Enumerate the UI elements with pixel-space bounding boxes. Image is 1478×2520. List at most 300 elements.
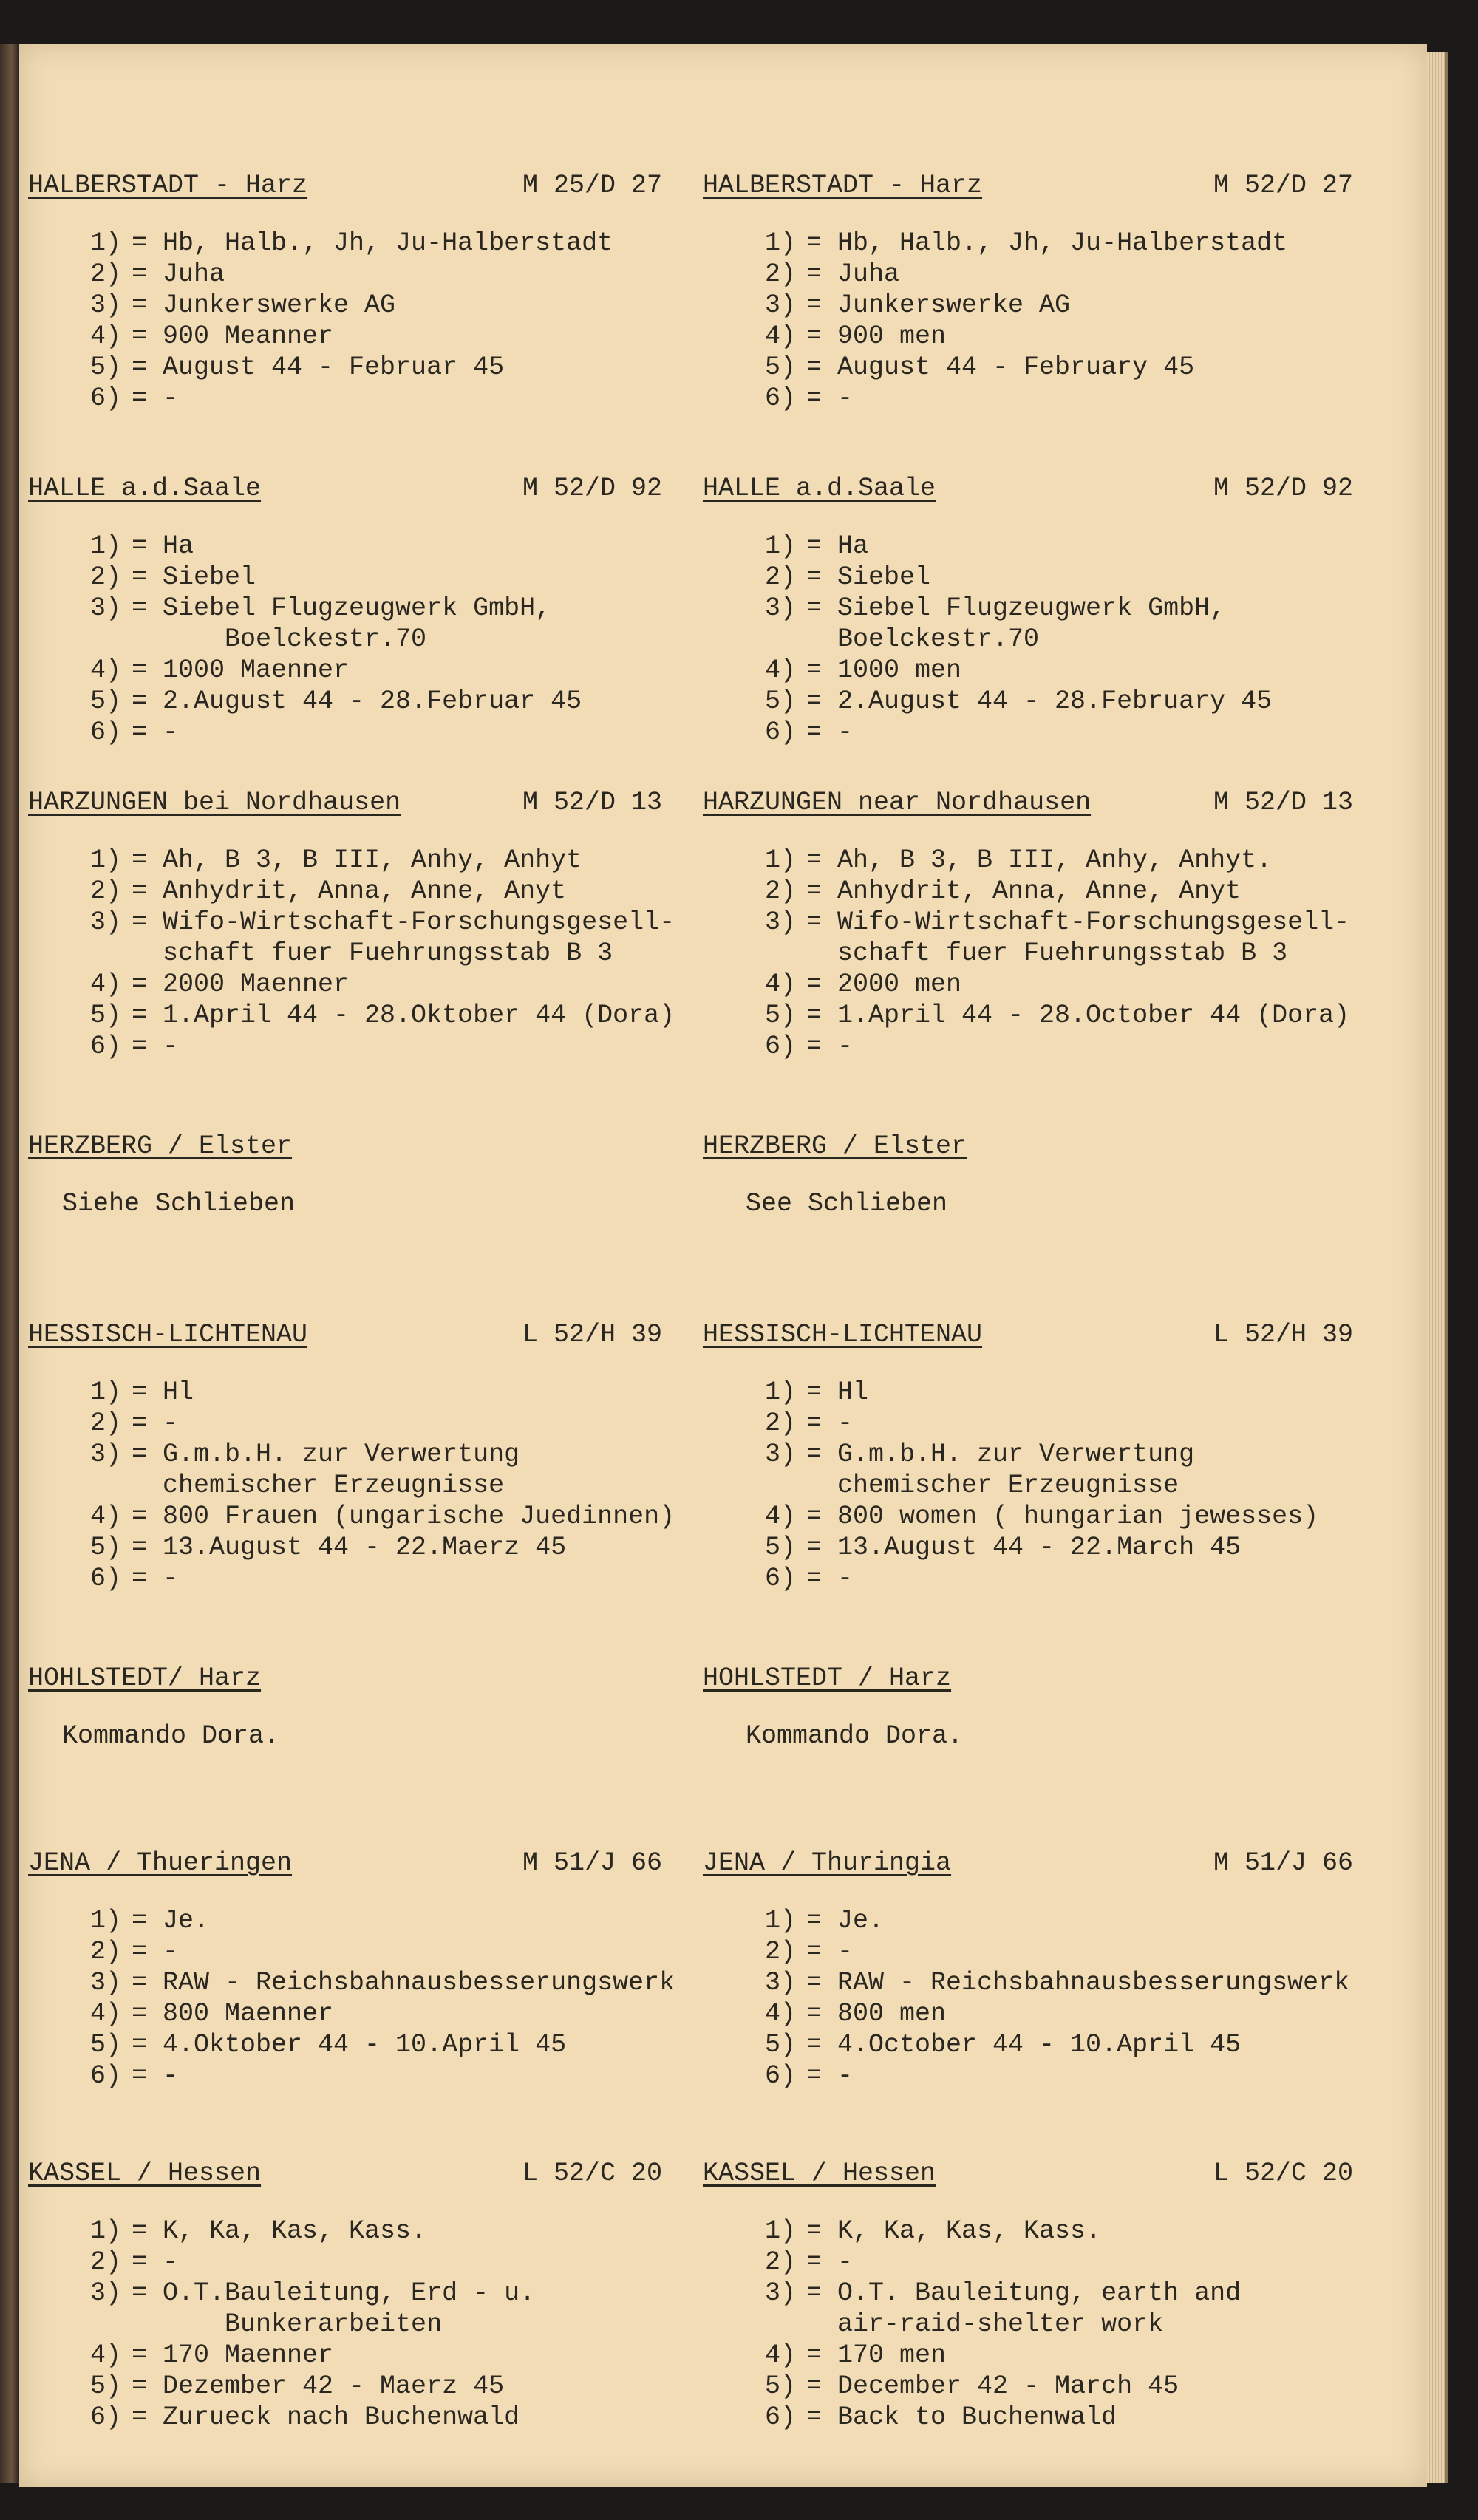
entry-line bbox=[703, 1905, 1360, 1936]
entry-line bbox=[28, 969, 670, 1000]
line-number: 6) bbox=[89, 2402, 121, 2432]
entry-line bbox=[703, 1031, 1360, 1062]
camp-entry bbox=[19, 1319, 675, 1594]
camp-entry bbox=[19, 1663, 670, 1751]
line-number: 1) bbox=[764, 531, 796, 561]
entry-lines bbox=[703, 1905, 1360, 2091]
line-number: 4) bbox=[764, 970, 796, 999]
map-code: L 52/C 20 bbox=[522, 2159, 662, 2188]
entry-line bbox=[28, 624, 670, 655]
line-number: 5) bbox=[89, 353, 121, 382]
entry-header bbox=[28, 2158, 670, 2189]
line-number bbox=[703, 624, 806, 655]
entry-line bbox=[703, 531, 1360, 562]
map-code: L 52/H 39 bbox=[522, 1320, 662, 1349]
line-number: 5) bbox=[89, 1533, 121, 1562]
line-number: 3) bbox=[89, 907, 121, 937]
line-number: 1) bbox=[764, 228, 796, 258]
entry-line bbox=[703, 907, 1360, 938]
camp-entry bbox=[703, 1848, 1360, 2091]
line-value: = Zurueck nach Buchenwald bbox=[132, 2402, 520, 2432]
line-value: = K, Ka, Kas, Kass. bbox=[132, 2216, 427, 2246]
entry-line bbox=[28, 228, 670, 259]
entry-line bbox=[703, 2216, 1360, 2247]
map-code: M 51/J 66 bbox=[522, 1848, 662, 1878]
page-edges bbox=[1427, 52, 1448, 2483]
entry-line bbox=[28, 259, 670, 290]
entry-lines bbox=[28, 531, 670, 748]
line-number: 2) bbox=[764, 876, 796, 906]
entry-header bbox=[703, 1848, 1360, 1879]
entry-line bbox=[28, 1501, 675, 1532]
line-value: = - bbox=[806, 384, 854, 413]
line-number: 1) bbox=[89, 845, 121, 875]
line-number: 3) bbox=[89, 290, 121, 320]
entry-line bbox=[703, 876, 1360, 907]
entry-line bbox=[703, 290, 1360, 321]
entry-line bbox=[28, 1031, 670, 1062]
line-number: 6) bbox=[764, 718, 796, 747]
entry-line bbox=[703, 1377, 1360, 1408]
line-value: Bunkerarbeiten bbox=[132, 2309, 443, 2339]
camp-name: KASSEL / Hessen bbox=[703, 2159, 936, 2188]
line-value: schaft fuer Fuehrungsstab B 3 bbox=[132, 939, 613, 968]
camp-name: HERZBERG / Elster bbox=[28, 1131, 293, 1161]
entry-line bbox=[703, 1936, 1360, 1967]
line-value: = - bbox=[806, 1032, 854, 1061]
line-value: = 800 women ( hungarian jewesses) bbox=[806, 1502, 1319, 1531]
line-value: = - bbox=[132, 2061, 179, 2091]
line-value: = - bbox=[132, 1937, 179, 1966]
line-value: = Dezember 42 - Maerz 45 bbox=[132, 2371, 505, 2401]
entry-line bbox=[703, 2309, 1360, 2340]
entry-line bbox=[703, 2060, 1360, 2091]
line-number: 5) bbox=[89, 2030, 121, 2060]
line-number: 2) bbox=[764, 2247, 796, 2277]
line-number: 6) bbox=[89, 718, 121, 747]
line-number: 5) bbox=[764, 2371, 796, 2401]
map-code: M 52/D 92 bbox=[1213, 474, 1353, 503]
line-value: = 900 Meanner bbox=[132, 321, 334, 351]
line-value: = Wifo-Wirtschaft-Forschungsgesell- bbox=[806, 907, 1350, 937]
line-number: 5) bbox=[764, 1001, 796, 1030]
entry-header bbox=[28, 473, 670, 504]
entry-line bbox=[28, 717, 670, 748]
camp-entry bbox=[703, 787, 1360, 1062]
entry-line bbox=[28, 2216, 670, 2247]
line-number bbox=[703, 938, 806, 969]
camp-entry bbox=[19, 2158, 670, 2433]
entry-line bbox=[703, 1000, 1360, 1031]
line-number bbox=[28, 2309, 132, 2340]
entry-lines bbox=[28, 1905, 675, 2091]
entry-line bbox=[28, 321, 670, 352]
entry-line bbox=[28, 907, 675, 938]
entry-line bbox=[28, 290, 670, 321]
line-number: 4) bbox=[764, 321, 796, 351]
cross-reference-note: See Schlieben bbox=[746, 1189, 948, 1219]
line-value: = RAW - Reichsbahnausbesserungswerk bbox=[806, 1968, 1350, 1998]
camp-name: HOHLSTEDT/ Harz bbox=[28, 1663, 262, 1693]
camp-name: HALBERSTADT - Harz bbox=[28, 171, 308, 200]
entry-header bbox=[28, 170, 670, 201]
line-value: = Hb, Halb., Jh, Ju-Halberstadt bbox=[806, 228, 1288, 258]
entry-line bbox=[28, 938, 670, 969]
camp-entry bbox=[19, 1848, 675, 2091]
line-value: = - bbox=[132, 2247, 179, 2277]
camp-entry bbox=[703, 1663, 1360, 1751]
line-value: = 1000 Maenner bbox=[132, 655, 350, 685]
entry-lines bbox=[28, 1377, 675, 1594]
camp-name: JENA / Thueringen bbox=[28, 1848, 293, 1878]
entry-line bbox=[28, 1408, 670, 1439]
line-value: = - bbox=[806, 718, 854, 747]
line-value: = 13.August 44 - 22.March 45 bbox=[806, 1533, 1242, 1562]
entry-line bbox=[28, 2060, 670, 2091]
entry-line bbox=[703, 259, 1360, 290]
line-number: 4) bbox=[89, 970, 121, 999]
camp-entry bbox=[703, 473, 1360, 748]
map-code: L 52/C 20 bbox=[1213, 2159, 1353, 2188]
line-number: 1) bbox=[764, 1906, 796, 1935]
line-number: 1) bbox=[764, 845, 796, 875]
camp-entry bbox=[703, 170, 1360, 414]
line-number: 6) bbox=[89, 2061, 121, 2091]
entry-line bbox=[28, 1532, 670, 1563]
line-value: = 800 Frauen (ungarische Juedinnen) bbox=[132, 1502, 675, 1531]
line-value: = Anhydrit, Anna, Anne, Anyt bbox=[806, 876, 1242, 906]
line-value: = Juha bbox=[806, 259, 900, 289]
line-number: 5) bbox=[89, 2371, 121, 2401]
line-value: = December 42 - March 45 bbox=[806, 2371, 1179, 2401]
line-value: = - bbox=[132, 384, 179, 413]
entry-lines bbox=[28, 2216, 670, 2433]
line-number: 2) bbox=[89, 1409, 121, 1438]
entry-line bbox=[703, 593, 1360, 624]
entry-line bbox=[703, 2340, 1360, 2371]
line-number: 5) bbox=[89, 687, 121, 716]
line-number: 5) bbox=[764, 353, 796, 382]
line-number: 1) bbox=[89, 1906, 121, 1935]
entry-line bbox=[703, 2371, 1360, 2402]
entry-line bbox=[703, 717, 1360, 748]
line-value: = Siebel Flugzeugwerk GmbH, bbox=[806, 593, 1226, 623]
entry-line bbox=[703, 1408, 1360, 1439]
line-number bbox=[703, 2309, 806, 2340]
cross-reference-note: Kommando Dora. bbox=[746, 1721, 964, 1751]
line-number: 1) bbox=[89, 2216, 121, 2246]
entry-line bbox=[703, 1501, 1360, 1532]
entry-line bbox=[703, 686, 1360, 717]
camp-entry bbox=[19, 170, 670, 414]
line-value: = O.T.Bauleitung, Erd - u. bbox=[132, 2278, 536, 2308]
entry-line bbox=[28, 352, 670, 383]
line-number: 6) bbox=[89, 1032, 121, 1061]
line-number: 3) bbox=[89, 1968, 121, 1998]
line-number bbox=[28, 624, 132, 655]
line-value: = - bbox=[132, 1032, 179, 1061]
entry-lines bbox=[28, 228, 670, 414]
book-binding bbox=[0, 44, 19, 2483]
line-value: = August 44 - Februar 45 bbox=[132, 353, 505, 382]
entry-line bbox=[703, 655, 1360, 686]
map-code: M 51/J 66 bbox=[1213, 1848, 1353, 1878]
entry-lines bbox=[703, 228, 1360, 414]
line-value: = Ha bbox=[132, 531, 194, 561]
line-number: 4) bbox=[89, 2340, 121, 2370]
entry-line bbox=[28, 2371, 670, 2402]
line-value: = Je. bbox=[806, 1906, 885, 1935]
entry-line bbox=[28, 1563, 670, 1594]
line-number: 2) bbox=[764, 562, 796, 592]
line-value: = - bbox=[132, 718, 179, 747]
line-value: chemischer Erzeugnisse bbox=[132, 1471, 505, 1500]
line-value: = August 44 - February 45 bbox=[806, 353, 1195, 382]
entry-header bbox=[703, 787, 1360, 818]
line-value: = Junkerswerke AG bbox=[132, 290, 396, 320]
entry-line bbox=[703, 1532, 1360, 1563]
line-number: 1) bbox=[89, 1378, 121, 1407]
line-value: = 170 Maenner bbox=[132, 2340, 334, 2370]
line-number: 6) bbox=[89, 1564, 121, 1593]
entry-line bbox=[28, 876, 670, 907]
line-number: 1) bbox=[764, 1378, 796, 1407]
camp-name: KASSEL / Hessen bbox=[28, 2159, 262, 2188]
entry-line bbox=[703, 228, 1360, 259]
line-number: 3) bbox=[89, 1440, 121, 1469]
camp-entry bbox=[703, 1319, 1360, 1594]
entry-line bbox=[28, 531, 670, 562]
entry-line bbox=[28, 686, 670, 717]
entry-line bbox=[703, 2029, 1360, 2060]
entry-line bbox=[28, 2247, 670, 2278]
entry-line bbox=[28, 562, 670, 593]
line-number: 1) bbox=[89, 531, 121, 561]
entry-line bbox=[28, 1000, 675, 1031]
line-value: Boelckestr.70 bbox=[806, 624, 1040, 654]
line-number: 1) bbox=[89, 228, 121, 258]
entry-line bbox=[28, 1470, 670, 1501]
entry-header bbox=[703, 1319, 1360, 1350]
document-page bbox=[19, 44, 1427, 2487]
line-value: = Ah, B 3, B III, Anhy, Anhyt bbox=[132, 845, 582, 875]
line-value: = 2.August 44 - 28.Februar 45 bbox=[132, 687, 582, 716]
line-number: 5) bbox=[764, 687, 796, 716]
entry-line bbox=[703, 1470, 1360, 1501]
camp-entry bbox=[19, 1131, 670, 1219]
entry-header bbox=[28, 787, 670, 818]
entry-line bbox=[28, 593, 670, 624]
line-value: = 2000 Maenner bbox=[132, 970, 350, 999]
camp-name: JENA / Thuringia bbox=[703, 1848, 952, 1878]
line-number: 4) bbox=[89, 1502, 121, 1531]
line-value: = 170 men bbox=[806, 2340, 947, 2370]
camp-entry bbox=[19, 473, 670, 748]
entry-line bbox=[703, 624, 1360, 655]
entry-lines bbox=[703, 1377, 1360, 1594]
entry-header bbox=[28, 1319, 670, 1350]
line-value: = - bbox=[806, 1937, 854, 1966]
line-value: = Siebel Flugzeugwerk GmbH, bbox=[132, 593, 551, 623]
line-value: = Siebel bbox=[806, 562, 931, 592]
line-value: = Hb, Halb., Jh, Ju-Halberstadt bbox=[132, 228, 613, 258]
entry-line bbox=[28, 1998, 670, 2029]
line-value: = - bbox=[806, 2061, 854, 2091]
line-number: 2) bbox=[89, 876, 121, 906]
line-number: 2) bbox=[764, 259, 796, 289]
entry-line bbox=[28, 1377, 670, 1408]
line-value: = G.m.b.H. zur Verwertung bbox=[806, 1440, 1195, 1469]
line-value: = - bbox=[132, 1564, 179, 1593]
line-value: = Je. bbox=[132, 1906, 210, 1935]
map-code: M 52/D 13 bbox=[522, 788, 662, 817]
camp-name: HALBERSTADT - Harz bbox=[703, 171, 983, 200]
line-number: 4) bbox=[89, 1999, 121, 2029]
entry-line bbox=[703, 1563, 1360, 1594]
entry-line bbox=[28, 2402, 670, 2433]
line-value: = 800 Maenner bbox=[132, 1999, 334, 2029]
line-value: = Siebel bbox=[132, 562, 256, 592]
entry-line bbox=[703, 969, 1360, 1000]
entry-line bbox=[703, 383, 1360, 414]
entry-header bbox=[28, 1848, 670, 1879]
line-value: = 1000 men bbox=[806, 655, 962, 685]
line-number bbox=[28, 938, 132, 969]
line-number: 6) bbox=[764, 384, 796, 413]
line-number: 3) bbox=[764, 907, 796, 937]
line-number: 3) bbox=[89, 2278, 121, 2308]
line-number: 6) bbox=[764, 1564, 796, 1593]
line-value: = 2.August 44 - 28.February 45 bbox=[806, 687, 1273, 716]
line-number: 4) bbox=[89, 321, 121, 351]
entry-line bbox=[703, 845, 1360, 876]
map-code: M 52/D 92 bbox=[522, 474, 662, 503]
line-number: 5) bbox=[89, 1001, 121, 1030]
line-number: 2) bbox=[764, 1937, 796, 1966]
entry-line bbox=[28, 1905, 670, 1936]
line-number: 4) bbox=[764, 2340, 796, 2370]
line-number: 6) bbox=[764, 2061, 796, 2091]
line-value: = Ha bbox=[806, 531, 869, 561]
line-number: 6) bbox=[89, 384, 121, 413]
line-value: = Juha bbox=[132, 259, 225, 289]
entry-line bbox=[28, 1936, 670, 1967]
entry-line bbox=[28, 2029, 670, 2060]
entry-line bbox=[28, 2340, 670, 2371]
line-value: = G.m.b.H. zur Verwertung bbox=[132, 1440, 520, 1469]
line-number: 2) bbox=[89, 259, 121, 289]
line-value: air-raid-shelter work bbox=[806, 2309, 1164, 2339]
camp-name: HARZUNGEN bei Nordhausen bbox=[28, 788, 401, 817]
line-value: = 1.April 44 - 28.Oktober 44 (Dora) bbox=[132, 1001, 675, 1030]
camp-name: HERZBERG / Elster bbox=[703, 1131, 967, 1161]
entry-line bbox=[703, 1967, 1360, 1998]
entry-lines bbox=[703, 531, 1360, 748]
entry-line bbox=[703, 352, 1360, 383]
cross-reference-note: Kommando Dora. bbox=[62, 1721, 280, 1751]
entry-header bbox=[703, 2158, 1360, 2189]
line-value: = Ah, B 3, B III, Anhy, Anhyt. bbox=[806, 845, 1273, 875]
line-number: 2) bbox=[764, 1409, 796, 1438]
line-value: = 4.October 44 - 10.April 45 bbox=[806, 2030, 1242, 2060]
entry-line bbox=[703, 321, 1360, 352]
entry-line bbox=[703, 2247, 1360, 2278]
entry-line bbox=[28, 845, 670, 876]
entry-line bbox=[28, 655, 670, 686]
line-value: = 4.Oktober 44 - 10.April 45 bbox=[132, 2030, 567, 2060]
entry-line bbox=[28, 1439, 670, 1470]
camp-entry bbox=[19, 787, 675, 1062]
line-value: = Wifo-Wirtschaft-Forschungsgesell- bbox=[132, 907, 675, 937]
entry-line bbox=[703, 1998, 1360, 2029]
map-code: M 52/D 27 bbox=[1213, 171, 1353, 200]
line-value: = - bbox=[806, 1409, 854, 1438]
entry-line bbox=[703, 1439, 1360, 1470]
line-value: = 1.April 44 - 28.October 44 (Dora) bbox=[806, 1001, 1350, 1030]
line-number: 5) bbox=[764, 1533, 796, 1562]
entry-line bbox=[28, 2309, 670, 2340]
entry-header bbox=[703, 473, 1360, 504]
line-value: Boelckestr.70 bbox=[132, 624, 427, 654]
entry-lines bbox=[703, 2216, 1360, 2433]
cross-reference-note: Siehe Schlieben bbox=[62, 1189, 296, 1219]
line-value: = - bbox=[132, 1409, 179, 1438]
line-number: 2) bbox=[89, 2247, 121, 2277]
entry-header bbox=[703, 170, 1360, 201]
line-value: = Back to Buchenwald bbox=[806, 2402, 1117, 2432]
line-number: 4) bbox=[764, 1502, 796, 1531]
line-number: 3) bbox=[764, 1968, 796, 1998]
line-number: 2) bbox=[89, 562, 121, 592]
line-number: 1) bbox=[764, 2216, 796, 2246]
line-value: = - bbox=[806, 1564, 854, 1593]
camp-entry bbox=[703, 2158, 1360, 2433]
map-code: L 52/H 39 bbox=[1213, 1320, 1353, 1349]
line-number bbox=[28, 1470, 132, 1501]
entry-line bbox=[703, 2402, 1360, 2433]
map-code: M 52/D 13 bbox=[1213, 788, 1353, 817]
entry-line bbox=[703, 938, 1360, 969]
line-number: 3) bbox=[764, 593, 796, 623]
camp-name: HESSISCH-LICHTENAU bbox=[28, 1320, 308, 1349]
camp-name: HOHLSTEDT / Harz bbox=[703, 1663, 952, 1693]
line-value: chemischer Erzeugnisse bbox=[806, 1471, 1179, 1500]
line-value: = 2000 men bbox=[806, 970, 962, 999]
entry-line bbox=[703, 2278, 1360, 2309]
line-value: = Anhydrit, Anna, Anne, Anyt bbox=[132, 876, 567, 906]
entry-lines bbox=[28, 845, 675, 1062]
line-number bbox=[703, 1470, 806, 1501]
line-number: 5) bbox=[764, 2030, 796, 2060]
line-number: 2) bbox=[89, 1937, 121, 1966]
line-number: 3) bbox=[764, 2278, 796, 2308]
entry-line bbox=[28, 1967, 675, 1998]
camp-name: HALLE a.d.Saale bbox=[28, 474, 262, 503]
line-number: 4) bbox=[764, 655, 796, 685]
entry-line bbox=[703, 562, 1360, 593]
line-value: = Hl bbox=[806, 1378, 869, 1407]
entry-header bbox=[28, 1663, 670, 1694]
camp-name: HARZUNGEN near Nordhausen bbox=[703, 788, 1092, 817]
line-value: = 13.August 44 - 22.Maerz 45 bbox=[132, 1533, 567, 1562]
line-value: = O.T. Bauleitung, earth and bbox=[806, 2278, 1242, 2308]
entry-lines bbox=[703, 845, 1360, 1062]
line-value: = K, Ka, Kas, Kass. bbox=[806, 2216, 1102, 2246]
line-value: = 900 men bbox=[806, 321, 947, 351]
line-value: = 800 men bbox=[806, 1999, 947, 2029]
entry-header bbox=[703, 1131, 1360, 1162]
line-number: 4) bbox=[764, 1999, 796, 2029]
